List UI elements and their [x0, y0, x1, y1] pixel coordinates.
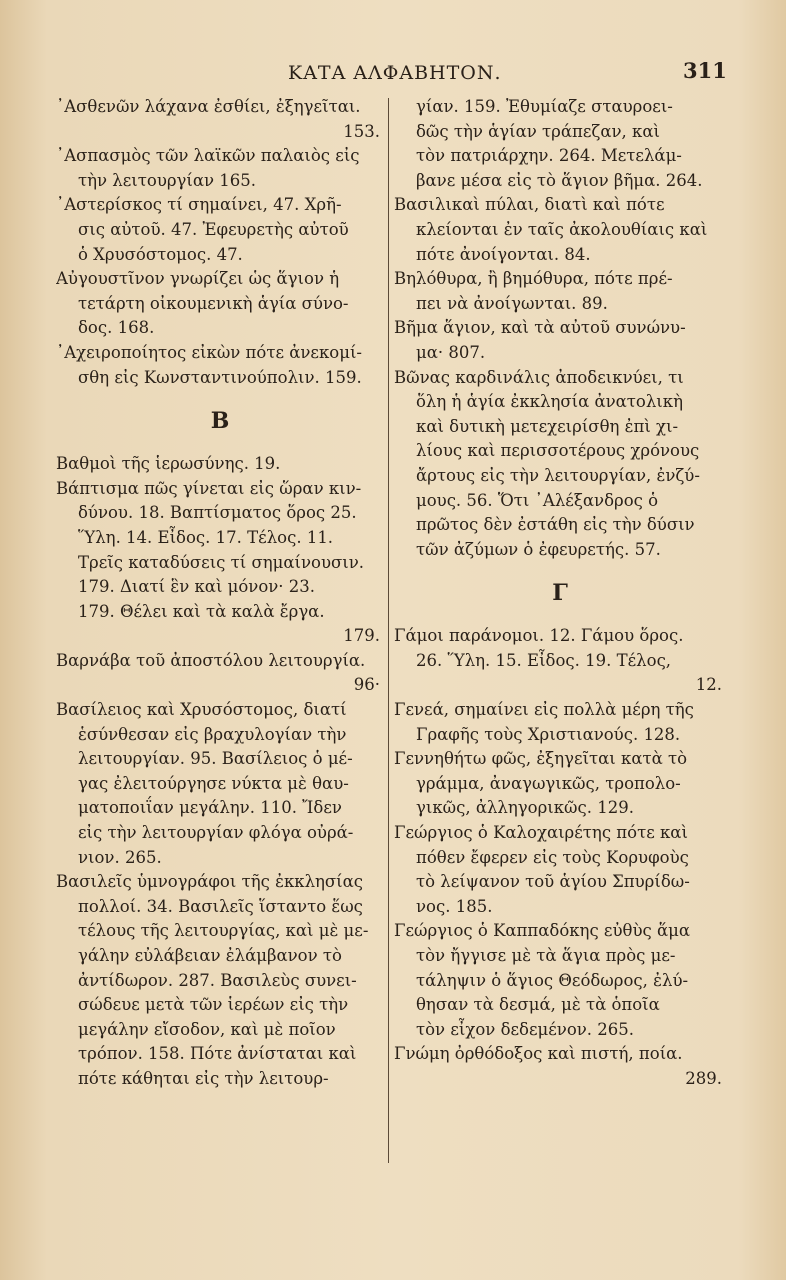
index-entry-line: λειτουργίαν. 95. Βασίλειος ὁ μέ-: [78, 749, 353, 769]
index-entry-line: πότε ἀνοίγονται. 84.: [416, 244, 591, 264]
index-entry-line: γίαν. 159. Ἐθυμίαζε σταυροει-: [416, 97, 673, 116]
index-entry-line: 179. Διατί ἓν καὶ μόνον· 23.: [78, 577, 316, 597]
index-entry-line: πότε κάθηται εἰς τὴν λειτουρ-: [78, 1068, 329, 1088]
index-entry-line: λίους καὶ περισσοτέρους χρόνους: [416, 441, 700, 461]
index-entry-line: Βασιλικαὶ πύλαι, διατὶ καὶ πότε: [394, 195, 665, 215]
index-entry-line: γράμμα, ἀναγωγικῶς, τροπολο-: [416, 773, 681, 793]
column-divider: [388, 98, 389, 1163]
index-entry-line: Γνώμη ὀρθόδοξος καὶ πιστή, ποία.: [394, 1044, 683, 1064]
section-letter: Β: [210, 408, 230, 435]
index-entry-line: κλείονται ἐν ταῖς ἀκολουθίαις καὶ: [416, 219, 708, 239]
index-entry-line: ματοποιΐαν μεγάλην. 110. Ἴδεν: [78, 798, 342, 818]
index-entry-line: δῶς τὴν ἁγίαν τράπεζαν, καὶ: [416, 121, 660, 141]
index-entry-line: Βηλόθυρα, ἢ βημόθυρα, πότε πρέ-: [394, 269, 673, 289]
right-column: [394, 95, 726, 1092]
index-entry-line: μα· 807.: [416, 342, 486, 362]
index-entry-line: Βασιλεῖς ὑμνογράφοι τῆς ἐκκλησίας: [56, 872, 364, 892]
left-column: [56, 95, 384, 1092]
running-header: [0, 58, 786, 94]
index-entry-line: ὅλη ἡ ἁγία ἐκκλησία ἀνατολικὴ: [416, 392, 683, 412]
index-entry-line: Γεώργιος ὁ Καλοχαιρέτης πότε καὶ: [394, 823, 688, 843]
index-entry-line: γικῶς, ἀλληγορικῶς. 129.: [416, 798, 634, 818]
index-entry-line: ᾿Αχειροποίητος εἰκὼν πότε ἀνεκομί-: [56, 342, 362, 362]
index-entry-line: Γραφῆς τοὺς Χριστιανούς. 128.: [416, 724, 681, 744]
index-entry-line: τὴν λειτουργίαν 165.: [78, 170, 257, 190]
page-title: ΚΑΤΑ ΑΛΦΑΒΗΤΟΝ.: [288, 62, 502, 84]
index-entry-line: θησαν τὰ δεσμά, μὲ τὰ ὁποῖα: [416, 995, 660, 1015]
index-entry-line: εἰς τὴν λειτουργίαν φλόγα οὐρά-: [78, 823, 354, 843]
index-entry-line: ᾿Ασπασμὸς τῶν λαϊκῶν παλαιὸς εἰς: [56, 146, 360, 166]
index-entry-line: τὸν εἶχον δεδεμένον. 265.: [416, 1019, 635, 1039]
index-entry-line: τὸν ἤγγισε μὲ τὰ ἅγια πρὸς με-: [416, 946, 676, 965]
index-entry-line: γας ἐλειτούργησε νύκτα μὲ θαυ-: [78, 773, 349, 793]
page-reference: 153.: [343, 121, 380, 141]
index-entry-line: ᾿Ασθενῶν λάχανα ἐσθίει, ἐξηγεῖται.: [56, 97, 361, 116]
page-reference: 12.: [695, 675, 722, 695]
index-entry-line: Γάμοι παράνομοι. 12. Γάμου ὅρος.: [394, 626, 684, 646]
index-entry-line: ἄρτους εἰς τὴν λειτουργίαν, ἐνζύ-: [416, 465, 700, 485]
index-entry-line: καὶ δυτικὴ μετεχειρίσθη ἐπὶ χι-: [416, 416, 679, 436]
index-entry-line: δύνου. 18. Βαπτίσματος ὅρος 25.: [78, 503, 357, 523]
index-entry-line: τρόπον. 158. Πότε ἀνίσταται καὶ: [78, 1044, 357, 1064]
index-entry-line: Γενεά, σημαίνει εἰς πολλὰ μέρη τῆς: [394, 700, 694, 720]
index-entry-line: τέλους τῆς λειτουργίας, καὶ μὲ με-: [78, 921, 369, 941]
index-entry-line: Βαθμοὶ τῆς ἱερωσύνης. 19.: [56, 454, 281, 474]
index-entry-line: 179. Θέλει καὶ τὰ καλὰ ἔργα.: [78, 601, 325, 621]
index-entry-line: Γεννηθήτω φῶς, ἐξηγεῖται κατὰ τὸ: [394, 749, 688, 769]
index-entry-line: Γεώργιος ὁ Καππαδόκης εὐθὺς ἅμα: [394, 921, 690, 941]
page-number: 311: [683, 58, 727, 83]
index-entry-line: πει νὰ ἀνοίγωνται. 89.: [416, 293, 608, 313]
index-entry-line: ᾿Αστερίσκος τί σημαίνει, 47. Χρῆ-: [56, 195, 342, 215]
index-entry-line: τετάρτη οἰκουμενικὴ ἁγία σύνο-: [78, 293, 349, 313]
index-entry-line: τῶν ἀζύμων ὁ ἐφευρετής. 57.: [416, 539, 661, 559]
page-reference: 289.: [685, 1068, 722, 1088]
index-entry-line: σθη εἰς Κωνσταντινούπολιν. 159.: [78, 367, 362, 387]
index-entry-line: Βάπτισμα πῶς γίνεται εἰς ὥραν κιν-: [56, 478, 362, 498]
index-entry-line: ὁ Χρυσόστομος. 47.: [78, 244, 243, 264]
index-entry-line: ἀντίδωρον. 287. Βασιλεὺς συνει-: [78, 970, 357, 990]
index-entry-line: πρῶτος δὲν ἐστάθη εἰς τὴν δύσιν: [416, 515, 695, 535]
index-entry-line: Αὐγουστῖνον γνωρίζει ὡς ἅγιον ἡ: [56, 269, 340, 289]
index-entry-line: 26. Ὕλη. 15. Εἶδος. 19. Τέλος,: [416, 650, 672, 670]
index-entry-line: βανε μέσα εἰς τὸ ἅγιον βῆμα. 264.: [416, 170, 703, 190]
index-entry-line: Τρεῖς καταδύσεις τί σημαίνουσιν.: [78, 552, 364, 572]
index-entry-line: μους. 56. Ὅτι ᾿Αλέξανδρος ὁ: [416, 490, 659, 510]
index-entry-line: μεγάλην εἴσοδον, καὶ μὲ ποῖον: [78, 1019, 336, 1039]
page-reference: 96·: [353, 675, 380, 695]
index-entry-line: δος. 168.: [78, 318, 155, 338]
index-entry-line: πολλοί. 34. Βασιλεῖς ἵσταντο ἕως: [78, 896, 363, 916]
index-entry-line: Ὕλη. 14. Εἶδος. 17. Τέλος. 11.: [78, 527, 334, 547]
index-entry-line: σώδευε μετὰ τῶν ἱερέων εἰς τὴν: [78, 995, 349, 1015]
index-entry-line: σις αὐτοῦ. 47. Ἐφευρετὴς αὐτοῦ: [78, 219, 349, 239]
section-letter: Γ: [552, 580, 568, 607]
index-entry-line: τὸν πατριάρχην. 264. Μετελάμ-: [416, 146, 682, 166]
index-entry-line: γάλην εὐλάβειαν ἐλάμβανον τὸ: [78, 946, 342, 965]
index-entry-line: πόθεν ἔφερεν εἰς τοὺς Κορυφοὺς: [416, 847, 689, 867]
index-entry-line: Βῶνας καρδινάλις ἀποδεικνύει, τι: [394, 367, 684, 387]
index-entry-line: Βῆμα ἅγιον, καὶ τὰ αὐτοῦ συνώνυ-: [394, 318, 686, 338]
index-entry-line: ἑσύνθεσαν εἰς βραχυλογίαν τὴν: [78, 724, 347, 744]
index-entry-line: τάληψιν ὁ ἅγιος Θεόδωρος, ἐλύ-: [416, 970, 689, 990]
index-entry-line: νος. 185.: [416, 896, 493, 916]
index-entry-line: τὸ λείψανον τοῦ ἁγίου Σπυρίδω-: [416, 872, 690, 892]
page-reference: 179.: [343, 626, 380, 646]
index-entry-line: νιον. 265.: [78, 847, 162, 867]
index-entry-line: Βαρνάβα τοῦ ἀποστόλου λειτουργία.: [56, 650, 366, 670]
index-entry-line: Βασίλειος καὶ Χρυσόστομος, διατί: [56, 700, 347, 720]
